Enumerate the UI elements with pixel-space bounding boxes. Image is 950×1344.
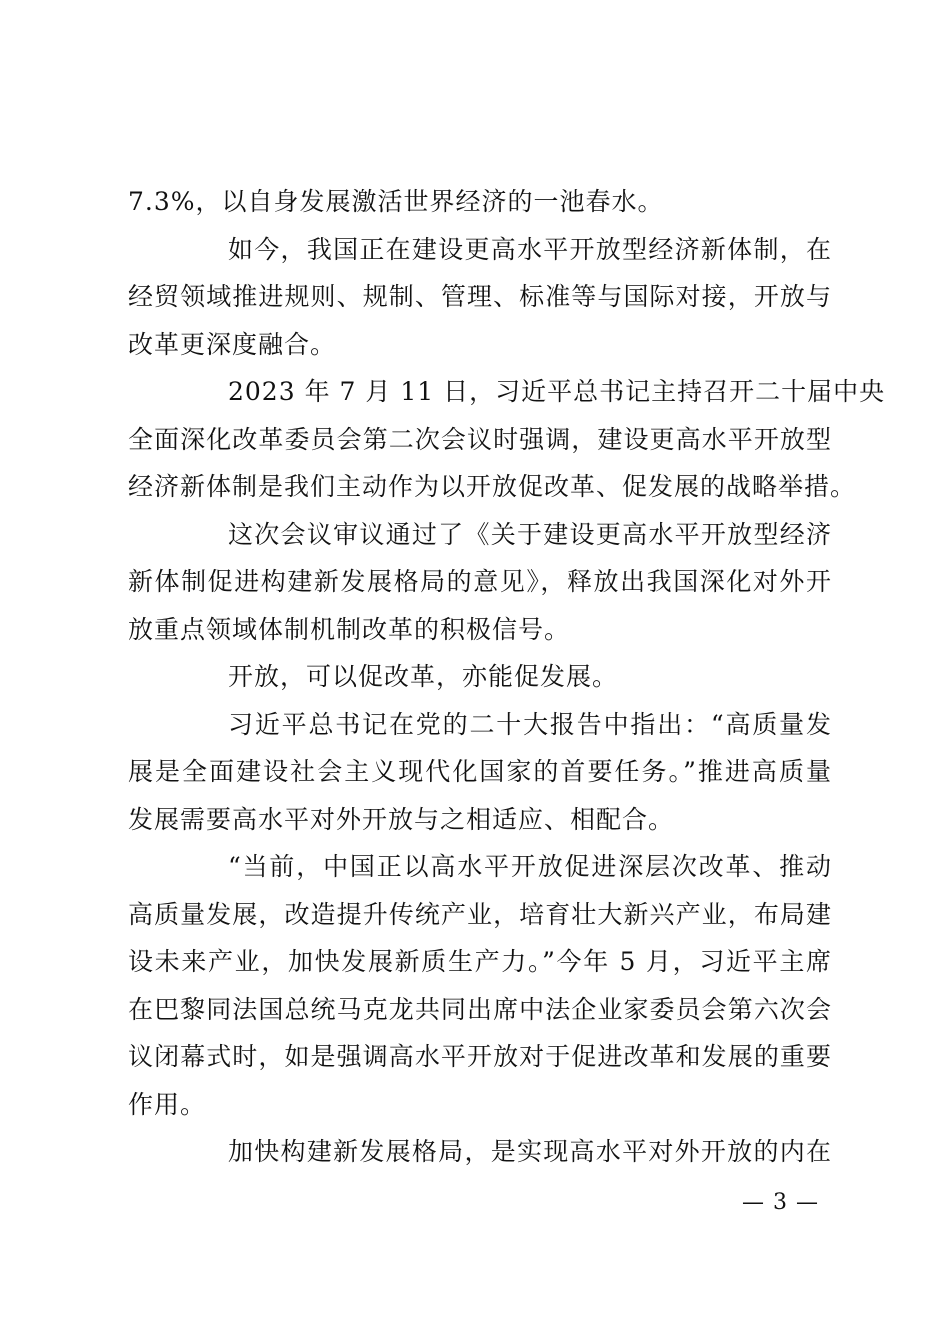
- text-line: 这次会议审议通过了《关于建设更高水平开放型经济: [228, 519, 832, 549]
- text-line: 改革更深度融合。: [128, 329, 337, 359]
- text-line: 开放，可以促改革，亦能促发展。: [228, 662, 619, 691]
- text-line: 在巴黎同法国总统马克龙共同出席中法企业家委员会第六次会: [128, 994, 832, 1024]
- text-line: 加快构建新发展格局，是实现高水平对外开放的内在: [228, 1137, 832, 1166]
- text-line: 议闭幕式时，如是强调高水平开放对于促进改革和发展的重要: [128, 1042, 832, 1071]
- text-line: 新体制促进构建新发展格局的意见》，释放出我国深化对外开: [128, 567, 832, 596]
- text-line: “当前，中国正以高水平开放促进深层次改革、推动: [228, 852, 832, 881]
- text-line: 2023 年 7 月 11 日，习近平总书记主持召开二十届中央: [228, 377, 886, 406]
- text-line: 发展需要高水平对外开放与之相适应、相配合。: [128, 804, 675, 834]
- text-line: 经济新体制是我们主动作为以开放促改革、促发展的战略举措。: [128, 472, 857, 501]
- text-line: 作用。: [128, 1089, 207, 1119]
- text-line: 7.3%，以自身发展激活世界经济的一池春水。: [128, 187, 664, 216]
- text-line: 如今，我国正在建设更高水平开放型经济新体制，在: [228, 234, 832, 264]
- text-line: 经贸领域推进规则、规制、管理、标准等与国际对接，开放与: [128, 282, 832, 311]
- text-line: 设未来产业，加快发展新质生产力。”今年 5 月，习近平主席: [128, 947, 832, 976]
- page-number: — 3 —: [742, 1190, 819, 1215]
- document-body: [128, 178, 886, 1176]
- text-line: 习近平总书记在党的二十大报告中指出：“高质量发: [228, 709, 832, 739]
- text-line: 高质量发展，改造提升传统产业，培育壮大新兴产业，布局建: [128, 899, 832, 929]
- text-line: 全面深化改革委员会第二次会议时强调，建设更高水平开放型: [128, 424, 832, 454]
- text-line: 展是全面建设社会主义现代化国家的首要任务。”推进高质量: [128, 757, 832, 786]
- text-line: 放重点领域体制机制改革的积极信号。: [128, 614, 571, 644]
